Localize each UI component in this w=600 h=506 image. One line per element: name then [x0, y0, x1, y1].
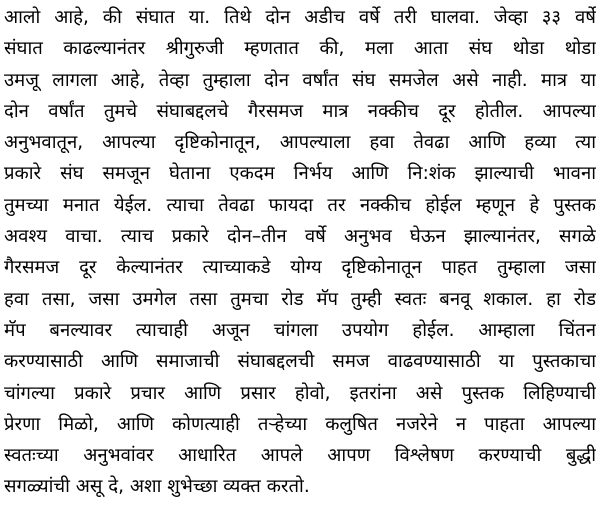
text-line-1: आलो आहे, की संघात या. तिथे दोन अडीच वर्षे तरी घालवा. जेव्हा ३३ वर्षे: [4, 7, 596, 28]
text-line-10: हवा तसा, जसा उमगेल तसा तुमचा रोड मॅप तुम्ही स्वतः बनवू शकाल. हा रोड: [4, 288, 596, 310]
text-line-2: संघात काढल्यानंतर श्रीगुरुजी म्हणतात की, मला आता संघ थोडा थोडा: [4, 38, 596, 60]
text-line-12: करण्यासाठी आणि समाजाची संघाबद्दलची समज वाढवण्यासाठी या पुस्तकाचा: [4, 351, 596, 373]
text-line-5: अनुभवातून, आपल्या दृष्टिकोनातून, आपल्याला हवा तेवढा आणि हव्या त्या: [4, 132, 596, 154]
text-line-9: गैरसमज दूर केल्यानंतर त्याच्याकडे योग्य दृष्टिकोनातून पाहत तुम्हाला जसा: [4, 257, 596, 279]
paragraph: [4, 2, 596, 503]
text-line-7: तुमच्या मनात येईल. त्याचा तेवढा फायदा तर नक्कीच होईल म्हणून हे पुस्तक: [4, 194, 596, 216]
text-line-14: प्रेरणा मिळो, आणि कोणत्याही तऱ्हेच्या कलुषित नजरेने न पाहता आपल्या: [4, 413, 596, 435]
text-line-8: अवश्य वाचा. त्याच प्रकारे दोन–तीन वर्षे अनुभव घेऊन झाल्यानंतर, सगळे: [4, 226, 596, 248]
text-line-4: दोन वर्षांत तुमचे संघाबद्दलचे गैरसमज मात्र नक्कीच दूर होतील. आपल्या: [4, 100, 596, 122]
text-line-16: सगळ्यांची असू दे, अशा शुभेच्छा व्यक्त करतो.: [4, 476, 310, 498]
text-line-13: चांगल्या प्रकारे प्रचार आणि प्रसार होवो, इतरांना असे पुस्तक लिहिण्याची: [4, 382, 596, 404]
text-line-6: प्रकारे संघ समजून घेताना एकदम निर्भय आणि नि:शंक झाल्याची भावना: [4, 163, 596, 185]
text-line-15: स्वतःच्या अनुभवांवर आधारित आपले आपण विश्लेषण करण्याची बुद्धी: [4, 445, 596, 467]
text-line-11: मॅप बनल्यावर त्याचाही अजून चांगला उपयोग होईल. आम्हाला चिंतन: [4, 319, 596, 341]
text-line-3: उमजू लागला आहे, तेव्हा तुम्हाला दोन वर्षांत संघ समजेल असे नाही. मात्र या: [4, 69, 596, 91]
